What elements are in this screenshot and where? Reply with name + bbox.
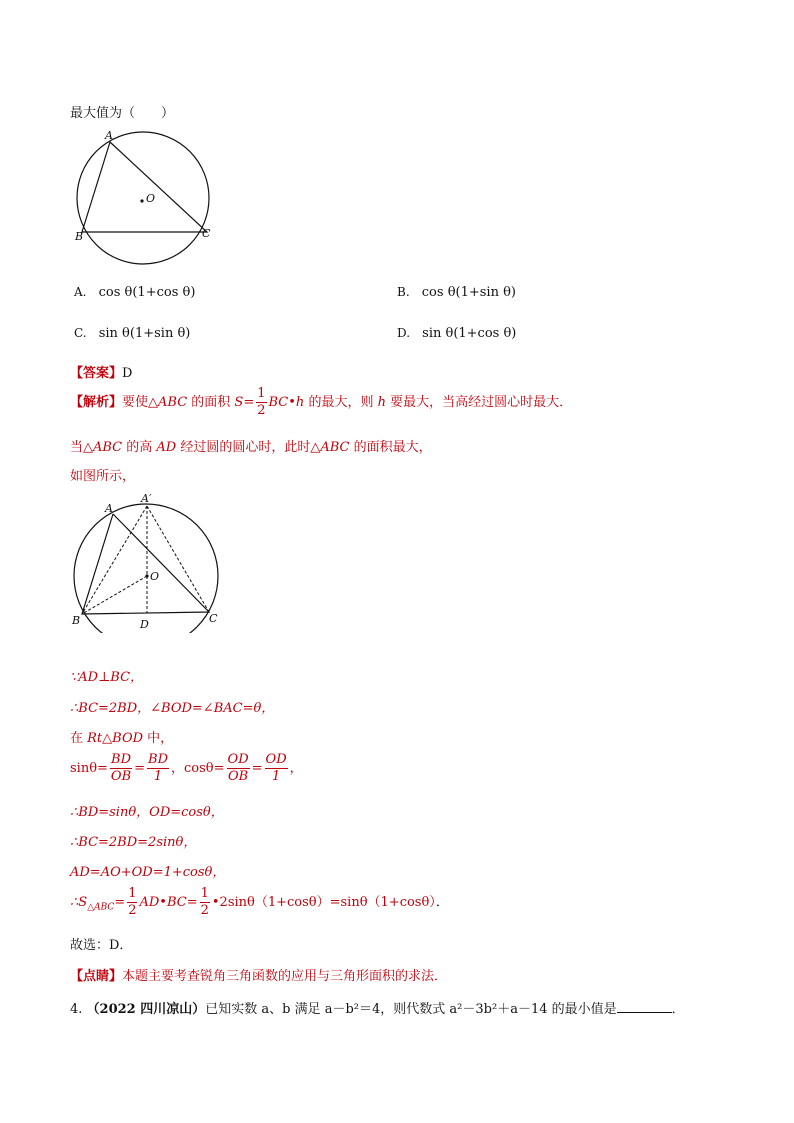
question-source: （2022 四川凉山） [86,1002,206,1017]
question-4 [70,998,685,1017]
fraction-bd-ob [110,752,132,785]
step-8 [70,886,449,925]
fig1-label-A: A [105,129,113,142]
step-text: ∴S [70,895,88,910]
option-d[interactable] [397,326,516,341]
step-6: ∴BC=2BD=2sinθ， [70,835,197,850]
step-text: ，cosθ= [171,761,225,776]
answer-blank[interactable] [617,1000,672,1013]
denominator: 1 [271,769,281,784]
fig2-label-C: C [209,612,218,625]
step-text: AD•BC= [139,895,198,910]
analysis-text: 的最大，则 [304,395,378,410]
step-text: ， [289,761,303,776]
equals-sign: = [251,761,263,776]
analysis-text: 要最大，当高经过圆心时最大． [385,395,573,410]
triangle-name: ABC [93,440,123,455]
fraction-od-1 [265,752,288,785]
denominator: 2 [200,903,209,918]
step-text: 中， [143,731,174,746]
option-a[interactable] [74,285,195,300]
fraction-half [256,386,266,419]
fraction-od-ob [227,752,250,785]
option-a-text: cos θ(1+cos θ) [98,285,196,300]
fig1-label-B: B [75,230,84,243]
analysis-tag: 【解析】 [70,395,123,410]
area-symbol: S [234,395,244,410]
fig1-label-O: O [146,192,156,205]
question-tail: 最大值为（ ） [70,106,175,121]
analysis-line-1 [70,386,572,419]
option-c[interactable] [74,326,190,341]
option-d-text: sin θ(1+cos θ) [422,326,517,341]
formula-term: BC•h [268,395,305,410]
comment-line [70,965,447,984]
step-7: AD=AO+OD=1+cosθ， [70,865,226,880]
fraction-half [200,886,210,919]
fig2-label-A-prime: A′ [141,492,152,505]
comment-text: 本题主要考查锐角三角函数的应用与三角形面积的求法． [122,969,448,984]
numerator: OD [265,752,287,767]
figure-solution-diagram [66,488,236,633]
height-symbol: h [377,395,386,410]
fig2-label-D: D [140,618,149,631]
fraction-bd-1 [147,752,169,785]
equals-sign: = [134,761,146,776]
equals-sign: = [114,895,126,910]
step-text: sinθ= [70,761,108,776]
step-1: ∵AD⊥BC， [70,670,144,685]
option-c-text: sin θ(1+sin θ) [98,326,191,341]
analysis-text: 的面积最大， [349,440,432,455]
numerator: BD [111,752,132,767]
analysis-line-2 [70,436,432,455]
option-b-key: B. [397,285,410,299]
comment-tag: 【点睛】 [70,969,123,984]
denominator: OB [110,769,132,784]
option-d-key: D. [397,326,411,340]
denominator: 2 [257,403,266,418]
step-4 [70,752,303,786]
denominator: 2 [128,903,137,918]
step-5: ∴BD=sinθ，OD=cosθ， [70,805,224,820]
option-b[interactable] [397,285,516,300]
answer-line [70,362,132,381]
fig2-label-A: A [105,502,113,515]
fig2-label-O: O [150,570,160,583]
denominator: OB [227,769,249,784]
triangle-name: ABC [158,395,188,410]
numerator: 1 [128,886,137,901]
answer-tag: 【答案】 [70,366,123,381]
option-a-key: A. [74,285,87,299]
option-b-text: cos θ(1+sin θ) [421,285,516,300]
step-text: •2sinθ（1+cosθ）=sinθ（1+cosθ） [211,895,436,910]
question-text: 已知实数 a、b 满足 a－b²＝4，则代数式 a²－3b²＋a－14 的最小值是 [205,1002,617,1017]
question-number: 4. [70,1002,83,1017]
analysis-text: 当△ [70,440,93,455]
equals-sign: = [243,395,255,410]
triangle-name: Rt△BOD [87,731,144,746]
fig2-label-B: B [72,614,81,627]
analysis-text: 要使△ [122,395,159,410]
question-end: ． [671,1002,685,1017]
answer-value: D [122,366,133,381]
step-text: 在 [70,731,88,746]
analysis-text: 的面积 [187,395,235,410]
step-3 [70,727,173,746]
numerator: 1 [200,886,209,901]
step-2: ∴BC=2BD，∠BOD=∠BAC=θ， [70,701,275,716]
option-c-key: C. [74,326,87,340]
fig1-label-C: C [202,227,211,240]
analysis-text: 的高 [122,440,157,455]
figure-triangle-in-circle [66,128,226,268]
analysis-line-3: 如图所示， [70,469,136,484]
numerator: 1 [257,386,266,401]
numerator: OD [227,752,249,767]
subscript: △ABC [87,902,115,913]
fraction-half [127,886,137,919]
analysis-text: 经过圆的圆心时，此时△ [176,440,321,455]
numerator: BD [148,752,169,767]
step-9: 故选：D． [70,938,133,953]
step-text: ． [435,895,449,910]
triangle-name: ABC [320,440,350,455]
denominator: 1 [153,769,163,784]
segment-name: AD [156,440,177,455]
